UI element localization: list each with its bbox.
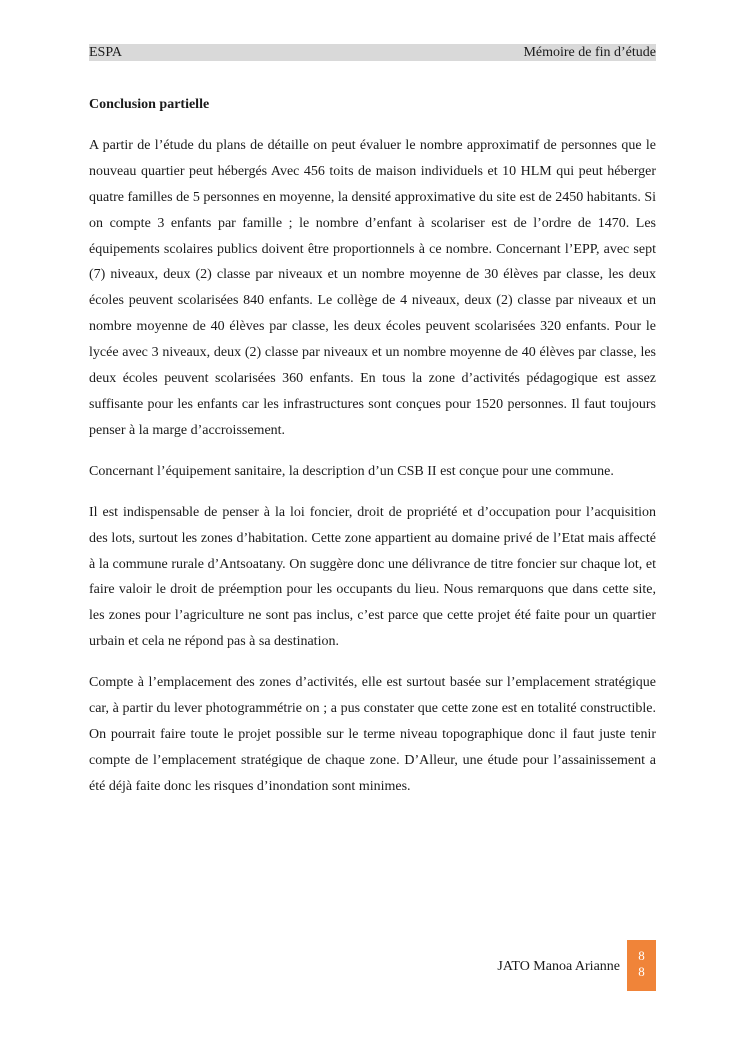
page-number-digit: 8 <box>638 948 645 963</box>
header-document-type: Mémoire de fin d’étude <box>523 45 656 60</box>
page-number-digit: 8 <box>638 964 645 979</box>
footer-author: JATO Manoa Arianne <box>497 959 620 974</box>
paragraph-health: Concernant l’équipement sanitaire, la description d’un CSB II est conçue pour une commune. <box>89 463 614 479</box>
document-body <box>89 92 656 815</box>
paragraph-land-law: Il est indispensable de penser à la loi foncier, droit de propriété et d’occupation pour l’acquisition des lots, surtout les zones d’habitation. Cette zone appartient au domaine privé de l’Etat mais affecté à la commune rurale d’Antsoatany. On suggère donc une délivrance de titre foncier sur chaque lot, et faire valoir le droit de préemption pour les occupants du lieu. Nous remarquons que dans cette site, les zones pour l’agriculture ne sont pas inclus, c’est parce que cette projet été faite pour un quartier urbain et cela ne répond pas à sa destination. <box>89 504 656 650</box>
page-number-badge <box>627 940 656 991</box>
page-header <box>89 44 656 61</box>
header-school: ESPA <box>89 45 122 60</box>
paragraph-population: A partir de l’étude du plans de détaille on peut évaluer le nombre approximatif de personnes que le nouveau quartier peut hébergés Avec 456 toits de maison individuels et 10 HLM qui peut héberger quatre familles de 5 personnes en moyenne, la densité approximative du site est de 2450 habitants. Si on compte 3 enfants par famille ; le nombre d’enfant à scolariser est de l’ordre de 1470. Les équipements scolaires publics doivent être proportionnels à ce nombre. Concernant l’EPP, avec sept (7) niveaux, deux (2) classe par niveaux et un nombre moyenne de 30 élèves par classe, les deux écoles peuvent scolarisées 840 enfants. Le collège de 4 niveaux, deux (2) classe par niveaux et un nombre moyenne de 40 élèves par classe, les deux écoles peuvent scolarisées 320 enfants. Pour le lycée avec 3 niveaux, deux (2) classe par niveaux et un nombre moyenne de 40 élèves par classe, les deux écoles peuvent scolarisées 360 enfants. En tous la zone d’activités pédagogique est assez suffisante pour les enfants car les infrastructures sont conçues pour 1520 personnes. Il faut toujours penser à la marge d’accroissement. <box>89 137 656 438</box>
paragraph-activity-zones: Compte à l’emplacement des zones d’activités, elle est surtout basée sur l’emplacement stratégique car, à partir du lever photogrammétrie on ; a pus constater que cette zone est en totalité constructible. On pourrait faire toute le projet possible sur le terme niveau topographique donc il faut juste tenir compte de l’emplacement stratégique de chaque zone. D’Alleur, une étude pour l’assainissement a été déjà faite donc les risques d’inondation sont minimes. <box>89 675 656 794</box>
section-title: Conclusion partielle <box>89 97 210 112</box>
